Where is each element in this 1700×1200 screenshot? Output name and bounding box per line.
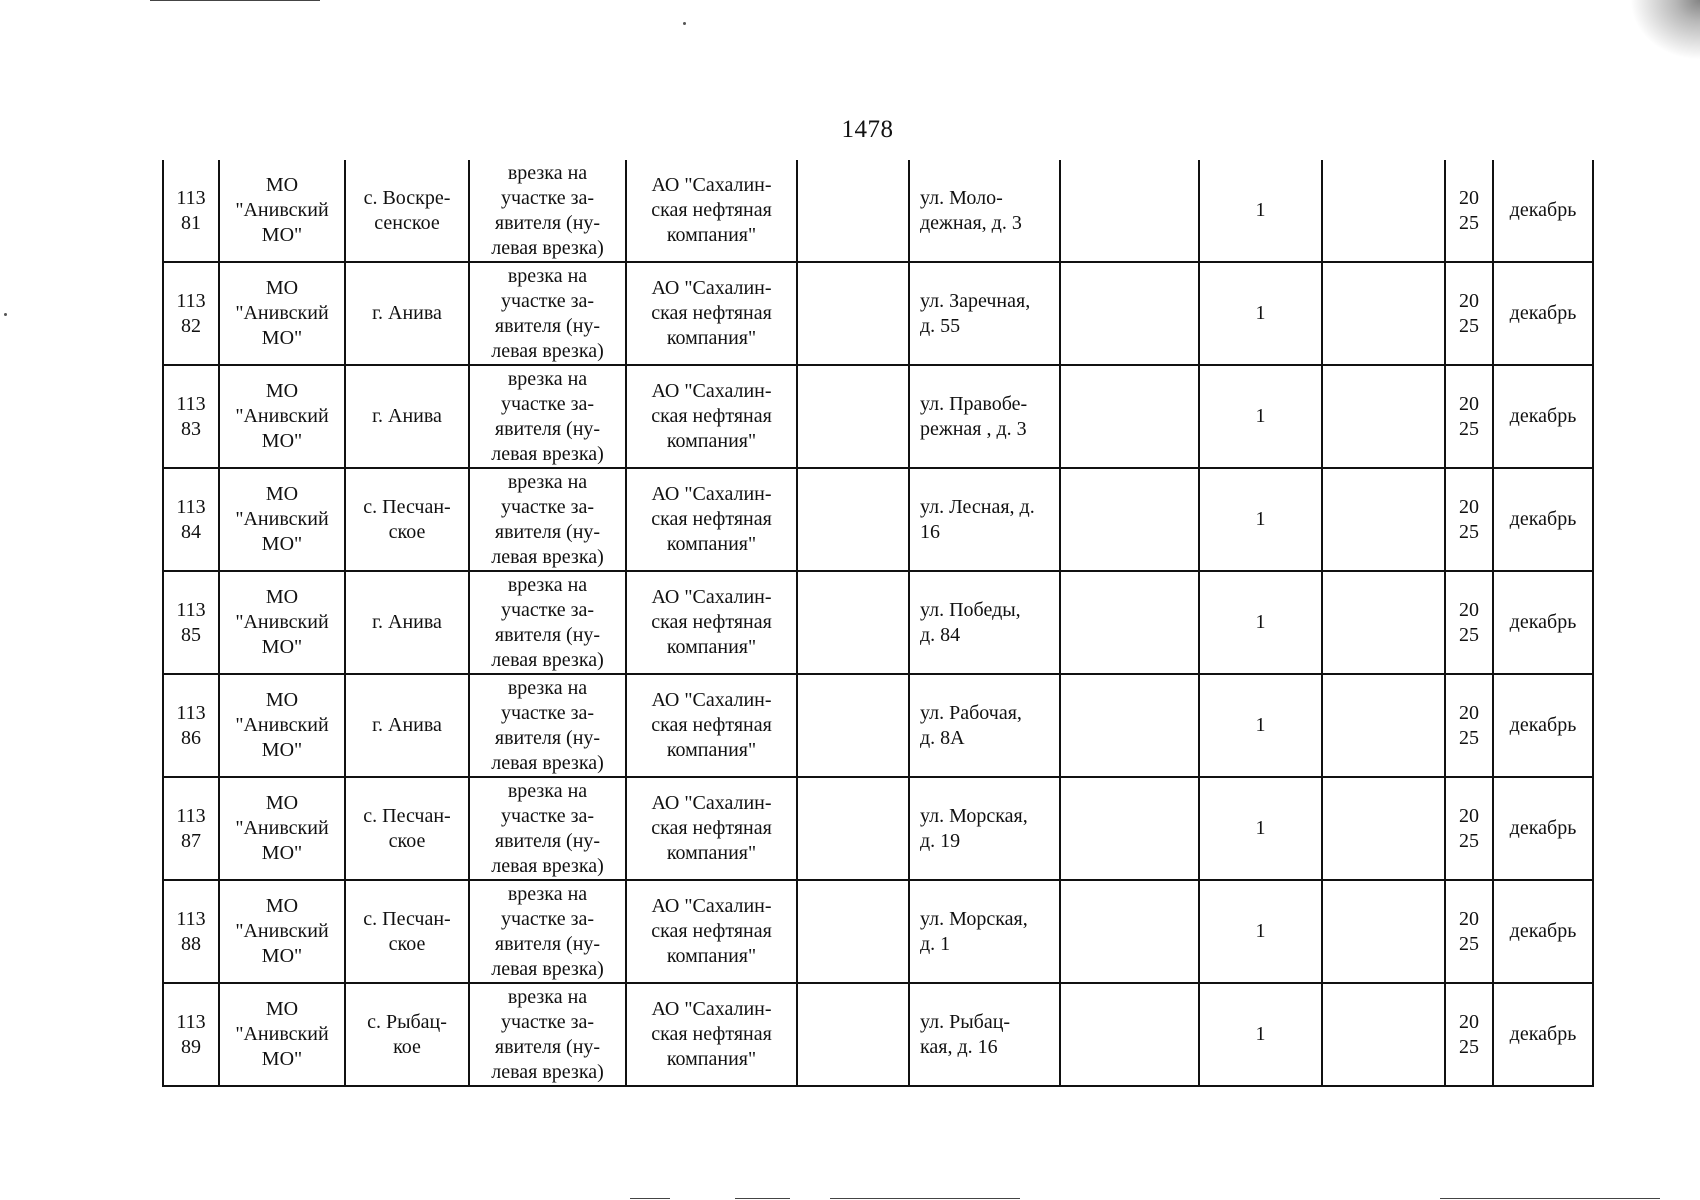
- cell-empty-col-8: [1060, 365, 1199, 468]
- cell-text: 1: [1255, 405, 1266, 427]
- cell-text: 113 85: [176, 598, 206, 646]
- cell-connection-type: [469, 262, 626, 365]
- cell-text: декабрь: [1509, 611, 1577, 633]
- cell-empty-col-8: [1060, 674, 1199, 777]
- cell-year: [1445, 777, 1493, 880]
- cell-year: [1445, 262, 1493, 365]
- cell-empty-col-8: [1060, 571, 1199, 674]
- cell-text: АО "Сахалин- ская нефтяная компания": [651, 277, 772, 349]
- cell-text: ул. Моло- дежная, д. 3: [920, 186, 1022, 234]
- cell-municipality: [219, 571, 345, 674]
- cell-row-number: [163, 262, 219, 365]
- cell-month: [1493, 983, 1593, 1086]
- cell-text: 1: [1255, 611, 1266, 633]
- cell-municipality: [219, 880, 345, 983]
- cell-text: АО "Сахалин- ская нефтяная компания": [651, 174, 772, 246]
- cell-text: декабрь: [1509, 302, 1577, 324]
- cell-empty-col-10: [1322, 983, 1445, 1086]
- cell-year: [1445, 468, 1493, 571]
- cell-organization: [626, 262, 797, 365]
- scan-line-bottom-2: [735, 1198, 790, 1199]
- cell-connection-type: [469, 880, 626, 983]
- cell-month: [1493, 468, 1593, 571]
- cell-empty-col-6: [797, 160, 909, 262]
- cell-connection-type: [469, 674, 626, 777]
- cell-connection-type: [469, 160, 626, 262]
- cell-text: врезка на участке за- явителя (ну- левая врезка): [491, 161, 604, 259]
- cell-text: 113 83: [176, 392, 206, 440]
- cell-address: [909, 262, 1060, 365]
- cell-text: врезка на участке за- явителя (ну- левая врезка): [491, 676, 604, 774]
- cell-month: [1493, 880, 1593, 983]
- cell-text: 20 25: [1459, 804, 1479, 852]
- cell-text: ул. Морская, д. 19: [920, 804, 1028, 852]
- cell-empty-col-8: [1060, 983, 1199, 1086]
- table-row: [163, 365, 1593, 468]
- cell-settlement: [345, 674, 469, 777]
- table-body: [163, 160, 1593, 1086]
- cell-text: 113 87: [176, 804, 206, 852]
- cell-organization: [626, 777, 797, 880]
- cell-empty-col-6: [797, 983, 909, 1086]
- cell-text: врезка на участке за- явителя (ну- левая врезка): [491, 367, 604, 465]
- cell-municipality: [219, 262, 345, 365]
- cell-text: МО "Анивский МО": [235, 689, 329, 761]
- cell-quantity: [1199, 468, 1322, 571]
- cell-address: [909, 777, 1060, 880]
- scan-line-bottom-4: [1440, 1198, 1660, 1199]
- cell-text: 20 25: [1459, 392, 1479, 440]
- scan-line-top: [150, 0, 320, 1]
- cell-empty-col-10: [1322, 160, 1445, 262]
- cell-empty-col-8: [1060, 160, 1199, 262]
- cell-text: 113 89: [176, 1010, 206, 1058]
- cell-text: 1: [1255, 817, 1266, 839]
- scan-speck: [4, 313, 7, 316]
- cell-text: г. Анива: [372, 714, 442, 736]
- cell-quantity: [1199, 571, 1322, 674]
- cell-municipality: [219, 983, 345, 1086]
- cell-row-number: [163, 777, 219, 880]
- cell-text: 20 25: [1459, 1010, 1479, 1058]
- cell-text: 20 25: [1459, 701, 1479, 749]
- cell-text: 20 25: [1459, 598, 1479, 646]
- cell-connection-type: [469, 571, 626, 674]
- cell-text: ул. Морская, д. 1: [920, 907, 1028, 955]
- cell-municipality: [219, 365, 345, 468]
- cell-text: 20 25: [1459, 495, 1479, 543]
- cell-year: [1445, 365, 1493, 468]
- cell-text: врезка на участке за- явителя (ну- левая врезка): [491, 573, 604, 671]
- cell-year: [1445, 983, 1493, 1086]
- cell-empty-col-10: [1322, 777, 1445, 880]
- cell-settlement: [345, 571, 469, 674]
- cell-text: врезка на участке за- явителя (ну- левая врезка): [491, 985, 604, 1083]
- cell-organization: [626, 983, 797, 1086]
- cell-quantity: [1199, 160, 1322, 262]
- cell-empty-col-6: [797, 571, 909, 674]
- cell-settlement: [345, 262, 469, 365]
- cell-text: 1: [1255, 199, 1266, 221]
- cell-settlement: [345, 468, 469, 571]
- cell-text: МО "Анивский МО": [235, 792, 329, 864]
- cell-text: ул. Правобе- режная , д. 3: [920, 392, 1028, 440]
- cell-organization: [626, 468, 797, 571]
- cell-municipality: [219, 468, 345, 571]
- cell-month: [1493, 365, 1593, 468]
- cell-settlement: [345, 880, 469, 983]
- cell-text: 113 88: [176, 907, 206, 955]
- cell-text: 1: [1255, 920, 1266, 942]
- cell-organization: [626, 880, 797, 983]
- cell-text: врезка на участке за- явителя (ну- левая врезка): [491, 882, 604, 980]
- cell-address: [909, 674, 1060, 777]
- cell-empty-col-8: [1060, 262, 1199, 365]
- cell-text: МО "Анивский МО": [235, 586, 329, 658]
- cell-year: [1445, 160, 1493, 262]
- cell-organization: [626, 674, 797, 777]
- cell-connection-type: [469, 983, 626, 1086]
- cell-text: ул. Победы, д. 84: [920, 598, 1021, 646]
- cell-text: декабрь: [1509, 199, 1577, 221]
- cell-address: [909, 160, 1060, 262]
- cell-text: 113 84: [176, 495, 206, 543]
- cell-month: [1493, 674, 1593, 777]
- cell-text: декабрь: [1509, 405, 1577, 427]
- table-row: [163, 674, 1593, 777]
- table-row: [163, 468, 1593, 571]
- cell-text: МО "Анивский МО": [235, 483, 329, 555]
- cell-empty-col-10: [1322, 468, 1445, 571]
- cell-text: 113 86: [176, 701, 206, 749]
- cell-address: [909, 983, 1060, 1086]
- cell-quantity: [1199, 777, 1322, 880]
- page-number: 1478: [841, 116, 894, 143]
- cell-text: г. Анива: [372, 302, 442, 324]
- cell-row-number: [163, 571, 219, 674]
- cell-text: 113 81: [176, 186, 206, 234]
- cell-text: 1: [1255, 1023, 1266, 1045]
- cell-month: [1493, 777, 1593, 880]
- cell-empty-col-6: [797, 674, 909, 777]
- cell-empty-col-6: [797, 365, 909, 468]
- cell-empty-col-10: [1322, 880, 1445, 983]
- cell-row-number: [163, 365, 219, 468]
- cell-address: [909, 468, 1060, 571]
- cell-text: г. Анива: [372, 405, 442, 427]
- cell-text: с. Воскре- сенское: [363, 186, 451, 234]
- cell-municipality: [219, 160, 345, 262]
- connection-registry-table: [162, 160, 1594, 1087]
- cell-empty-col-6: [797, 468, 909, 571]
- cell-month: [1493, 160, 1593, 262]
- cell-text: врезка на участке за- явителя (ну- левая врезка): [491, 264, 604, 362]
- cell-connection-type: [469, 777, 626, 880]
- cell-empty-col-6: [797, 262, 909, 365]
- cell-empty-col-6: [797, 880, 909, 983]
- cell-address: [909, 571, 1060, 674]
- cell-text: декабрь: [1509, 817, 1577, 839]
- cell-year: [1445, 571, 1493, 674]
- cell-text: ул. Рыбац- кая, д. 16: [920, 1010, 1011, 1058]
- cell-quantity: [1199, 880, 1322, 983]
- table-row: [163, 880, 1593, 983]
- cell-address: [909, 365, 1060, 468]
- cell-text: 20 25: [1459, 186, 1479, 234]
- cell-text: декабрь: [1509, 920, 1577, 942]
- cell-address: [909, 880, 1060, 983]
- cell-row-number: [163, 983, 219, 1086]
- cell-quantity: [1199, 983, 1322, 1086]
- cell-empty-col-10: [1322, 365, 1445, 468]
- table-row: [163, 160, 1593, 262]
- cell-text: ул. Заречная, д. 55: [920, 289, 1031, 337]
- table-row: [163, 571, 1593, 674]
- cell-text: г. Анива: [372, 611, 442, 633]
- cell-text: ул. Рабочая, д. 8А: [920, 701, 1022, 749]
- table-row: [163, 983, 1593, 1086]
- cell-empty-col-10: [1322, 571, 1445, 674]
- cell-text: МО "Анивский МО": [235, 895, 329, 967]
- cell-quantity: [1199, 365, 1322, 468]
- cell-municipality: [219, 674, 345, 777]
- cell-text: декабрь: [1509, 1023, 1577, 1045]
- cell-settlement: [345, 983, 469, 1086]
- cell-text: АО "Сахалин- ская нефтяная компания": [651, 792, 772, 864]
- cell-empty-col-8: [1060, 777, 1199, 880]
- table-row: [163, 262, 1593, 365]
- cell-text: декабрь: [1509, 508, 1577, 530]
- cell-text: с. Рыбац- кое: [367, 1010, 447, 1058]
- cell-text: 1: [1255, 508, 1266, 530]
- cell-organization: [626, 160, 797, 262]
- cell-text: АО "Сахалин- ская нефтяная компания": [651, 380, 772, 452]
- cell-text: АО "Сахалин- ская нефтяная компания": [651, 586, 772, 658]
- cell-month: [1493, 571, 1593, 674]
- cell-text: с. Песчан- ское: [363, 804, 451, 852]
- cell-settlement: [345, 365, 469, 468]
- cell-text: врезка на участке за- явителя (ну- левая врезка): [491, 779, 604, 877]
- scan-line-bottom-3: [830, 1198, 1020, 1199]
- cell-row-number: [163, 674, 219, 777]
- cell-year: [1445, 674, 1493, 777]
- scan-speck: [683, 22, 686, 25]
- cell-quantity: [1199, 262, 1322, 365]
- cell-year: [1445, 880, 1493, 983]
- cell-quantity: [1199, 674, 1322, 777]
- cell-text: врезка на участке за- явителя (ну- левая врезка): [491, 470, 604, 568]
- cell-month: [1493, 262, 1593, 365]
- cell-text: с. Песчан- ское: [363, 907, 451, 955]
- cell-text: 113 82: [176, 289, 206, 337]
- cell-settlement: [345, 777, 469, 880]
- cell-municipality: [219, 777, 345, 880]
- cell-text: МО "Анивский МО": [235, 380, 329, 452]
- cell-row-number: [163, 880, 219, 983]
- cell-settlement: [345, 160, 469, 262]
- cell-empty-col-8: [1060, 468, 1199, 571]
- cell-empty-col-8: [1060, 880, 1199, 983]
- cell-organization: [626, 365, 797, 468]
- scan-blot: [1630, 0, 1700, 60]
- cell-empty-col-10: [1322, 674, 1445, 777]
- cell-connection-type: [469, 365, 626, 468]
- table-row: [163, 777, 1593, 880]
- cell-organization: [626, 571, 797, 674]
- cell-text: АО "Сахалин- ская нефтяная компания": [651, 689, 772, 761]
- cell-text: с. Песчан- ское: [363, 495, 451, 543]
- cell-text: МО "Анивский МО": [235, 174, 329, 246]
- cell-connection-type: [469, 468, 626, 571]
- cell-text: АО "Сахалин- ская нефтяная компания": [651, 483, 772, 555]
- cell-text: 20 25: [1459, 289, 1479, 337]
- cell-text: декабрь: [1509, 714, 1577, 736]
- cell-row-number: [163, 468, 219, 571]
- cell-text: АО "Сахалин- ская нефтяная компания": [651, 895, 772, 967]
- cell-empty-col-6: [797, 777, 909, 880]
- cell-text: 20 25: [1459, 907, 1479, 955]
- cell-text: МО "Анивский МО": [235, 277, 329, 349]
- cell-empty-col-10: [1322, 262, 1445, 365]
- cell-text: ул. Лесная, д. 16: [920, 495, 1035, 543]
- scan-line-bottom-1: [630, 1198, 670, 1199]
- cell-text: МО "Анивский МО": [235, 998, 329, 1070]
- cell-row-number: [163, 160, 219, 262]
- cell-text: 1: [1255, 714, 1266, 736]
- cell-text: АО "Сахалин- ская нефтяная компания": [651, 998, 772, 1070]
- cell-text: 1: [1255, 302, 1266, 324]
